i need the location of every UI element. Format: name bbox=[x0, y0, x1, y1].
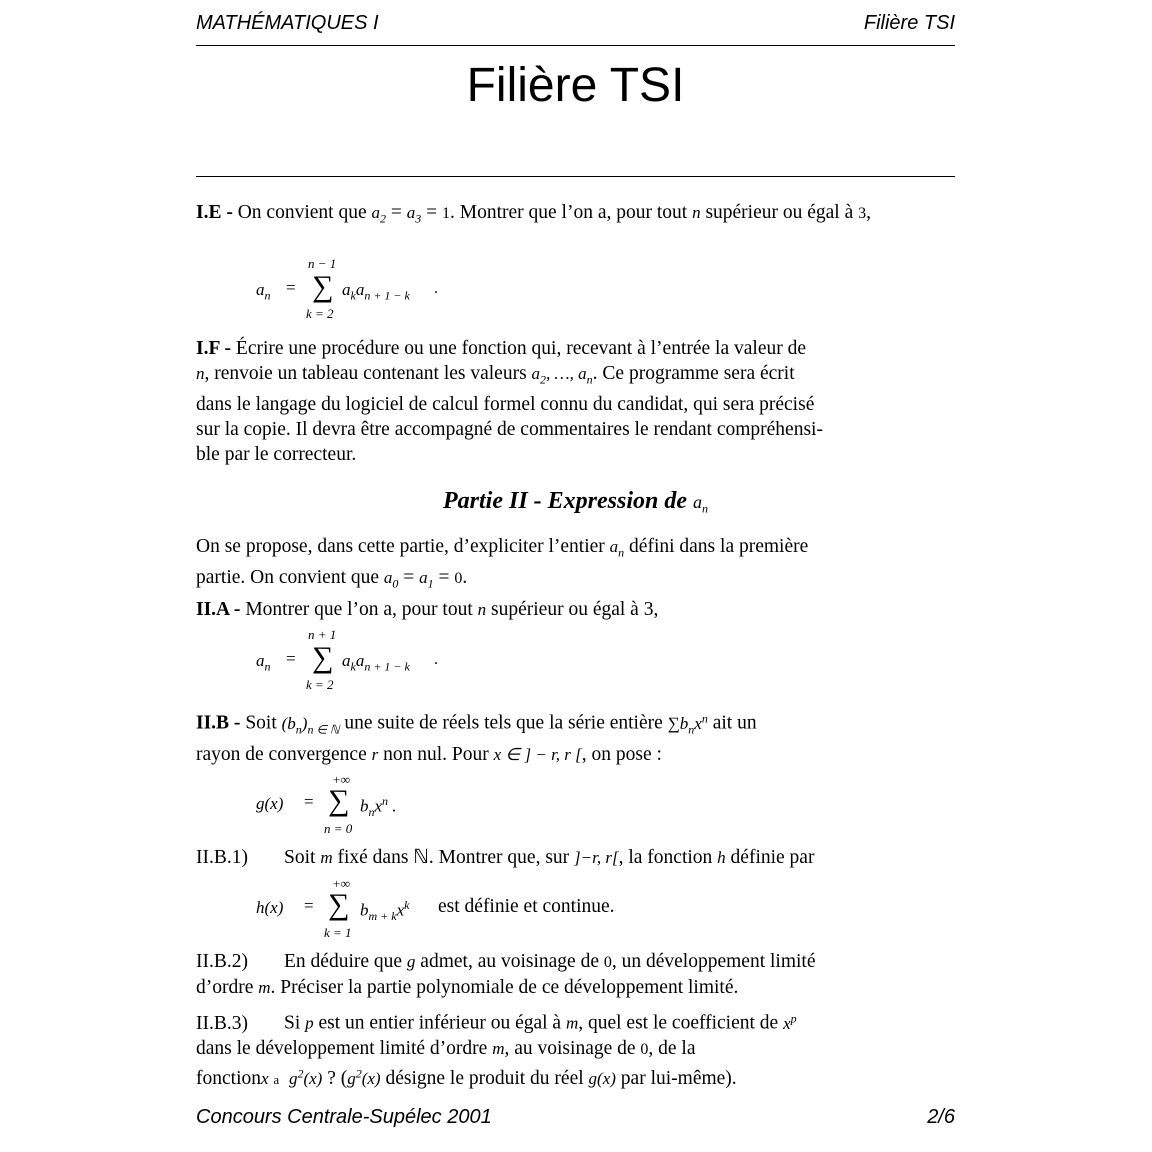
header-subject: MATHÉMATIQUES I bbox=[196, 12, 379, 34]
equation-an-sum-2: $a_n$ = n + 1 ∑ k = 2 $a_ka_{n + 1 - k}$ . bbox=[256, 627, 438, 692]
section-IIA: II.A - Montrer que l’on a, pour tout n supérieur ou égal à 3, bbox=[196, 599, 659, 620]
header-rule bbox=[196, 45, 955, 46]
label-IE: I.E - bbox=[196, 202, 233, 223]
equation-g: g(x) = +∞ ∑ n = 0 $b_nx^n$ . bbox=[256, 772, 397, 836]
section-IE: I.E - On convient que $a_2 = a_3 = 1$. Montrer que l’on a, pour tout n supérieur ou égal à 3, bbox=[196, 202, 872, 226]
footer-page-number: 2/6 bbox=[927, 1106, 955, 1128]
part2-heading: Partie II - Expression de $a_n$ bbox=[442, 488, 708, 516]
label-IF: I.F - bbox=[196, 338, 232, 359]
part2-intro: On se propose, dans cette partie, d’expliciter l’entier $a_n$ défini dans la première partie. On convient que $a_0 = a_1 = 0$. bbox=[196, 536, 809, 591]
section-IIB3: II.B.3) Si p est un entier inférieur ou égal à m, quel est le coefficient de $x^p$ dans le développement limité d’ordre m, au voisinage de 0, de la fonctionx a $g^2(x)$ ? ($g^2(x)$ désigne le produit du réel g(x) par lui-même). bbox=[196, 1011, 797, 1090]
equation-an-sum-1: $a_n$ = n − 1 ∑ k = 2 $a_ka_{n + 1 - k}$ . bbox=[256, 256, 438, 321]
equation-h: h(x) = +∞ ∑ k = 1 $b_{m + k}x^k$ est définie et continue. bbox=[256, 876, 615, 940]
footer-contest: Concours Centrale-Supélec 2001 bbox=[196, 1106, 492, 1128]
header-track: Filière TSI bbox=[863, 12, 955, 34]
section-IIB: II.B - Soit $(b_n)_{n \in ℕ}$ une suite de réels tels que la série entière $\sum b_nx^n$ ait un rayon de convergence r non nul. Pour x ∈ ] − r, r [, on pose : bbox=[196, 711, 757, 766]
page-title: Filière TSI bbox=[466, 59, 685, 112]
section-IIB2: II.B.2) En déduire que g admet, au voisinage de 0, un développement limité d’ordre m. Préciser la partie polynomiale de ce développement limité. bbox=[196, 951, 816, 998]
section-IIB1: II.B.1) Soit m fixé dans ℕ. Montrer que, sur ]−r, r[, la fonction h définie par bbox=[196, 847, 815, 868]
section-IF: I.F - Écrire une procédure ou une fonction qui, recevant à l’entrée la valeur de n, renvoie un tableau contenant les valeurs $a_2$, …, $a_n$. Ce programme sera écrit dans le langage du logiciel de calcul formel connu du candidat, qui sera précisé sur la copie. Il devra être accompagné de commentaires le rendant compréhensi- ble par le correcteur. bbox=[196, 338, 823, 466]
title-rule bbox=[196, 176, 955, 177]
